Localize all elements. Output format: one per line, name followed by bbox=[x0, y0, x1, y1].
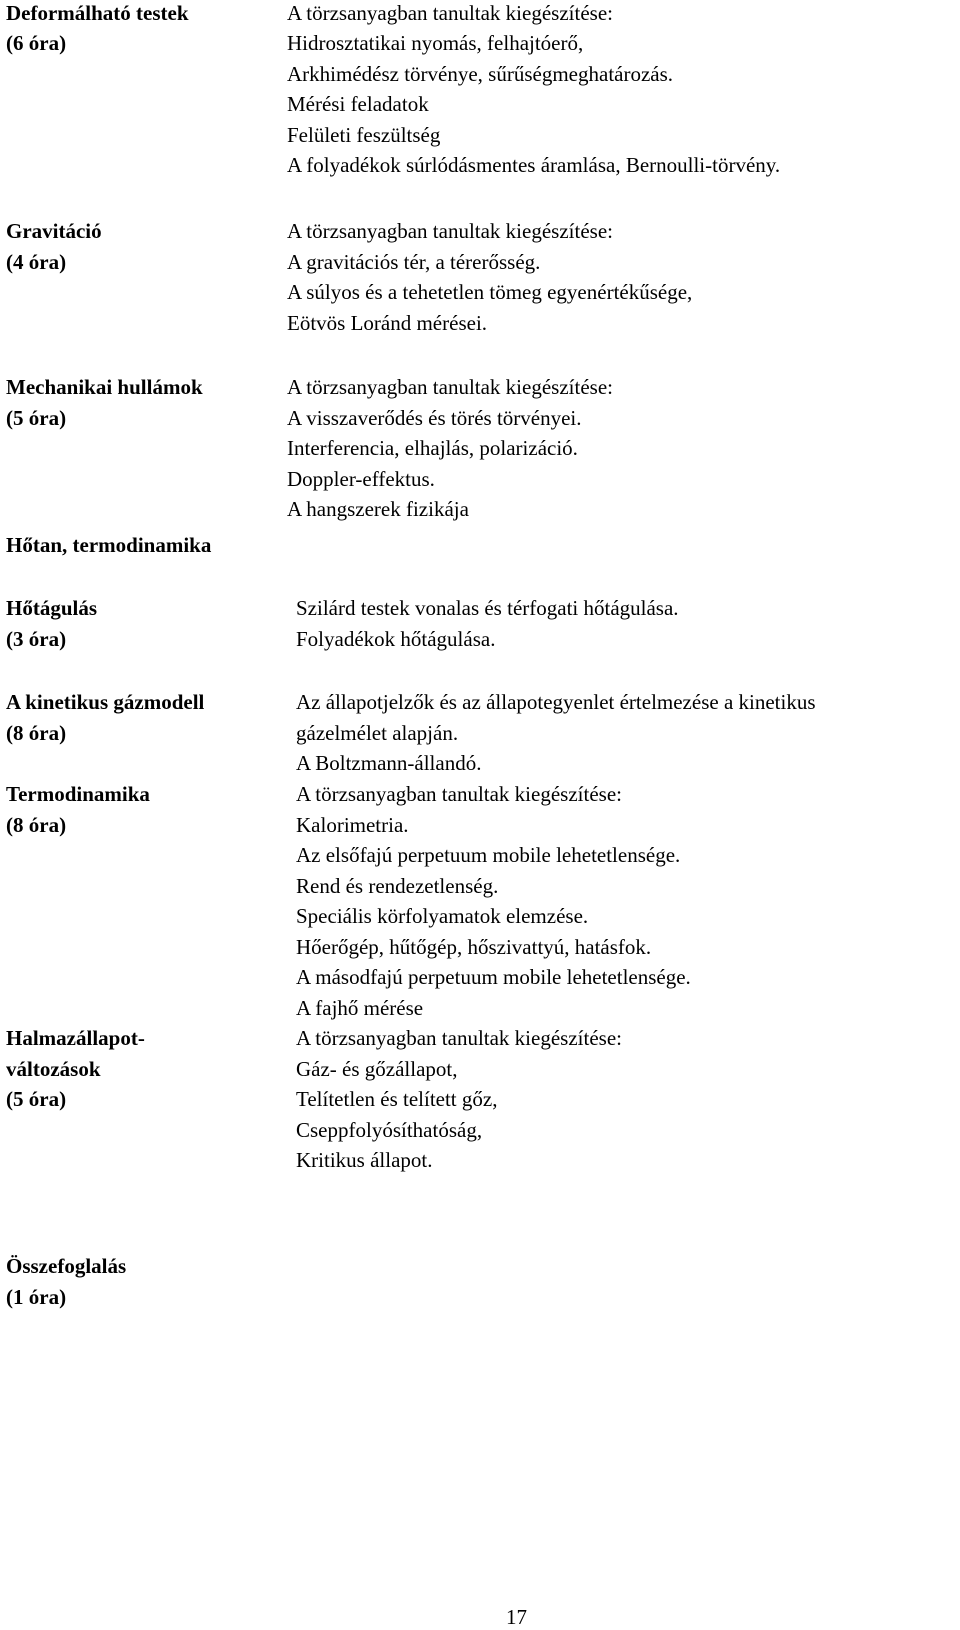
section-hours-termodinamika: (8 óra) bbox=[6, 813, 67, 837]
section-title-gazmodell: A kinetikus gázmodell bbox=[6, 690, 205, 714]
content-line: A másodfajú perpetuum mobile lehetetlensége. bbox=[296, 965, 691, 989]
content-line: A visszaverődés és törés törvényei. bbox=[287, 406, 582, 430]
content-line: Hidrosztatikai nyomás, felhajtóerő, bbox=[287, 31, 584, 55]
content-line: Gáz- és gőzállapot, bbox=[296, 1057, 458, 1081]
content-line: Szilárd testek vonalas és térfogati hőtágulása. bbox=[296, 596, 679, 620]
content-line: A törzsanyagban tanultak kiegészítése: bbox=[287, 219, 613, 243]
section-title-termodinamika: Termodinamika bbox=[6, 782, 150, 806]
section-hours-hullamok: (5 óra) bbox=[6, 406, 67, 430]
section-hours-deformalhato: (6 óra) bbox=[6, 31, 67, 55]
content-line: Arkhimédész törvénye, sűrűségmeghatározás. bbox=[287, 62, 674, 86]
content-line: A Boltzmann-állandó. bbox=[296, 751, 482, 775]
content-line: Hőerőgép, hűtőgép, hőszivattyú, hatásfok. bbox=[296, 935, 652, 959]
content-line: gázelmélet alapján. bbox=[296, 721, 459, 745]
content-line: Interferencia, elhajlás, polarizáció. bbox=[287, 436, 578, 460]
content-line: Az állapotjelzők és az állapotegyenlet értelmezése a kinetikus bbox=[296, 690, 816, 714]
content-line: Az elsőfajú perpetuum mobile lehetetlensége. bbox=[296, 843, 681, 867]
section-hours-halmazallapot: (5 óra) bbox=[6, 1087, 67, 1111]
content-line: A fajhő mérése bbox=[296, 996, 424, 1020]
section-title-halmazallapot: Halmazállapot- bbox=[6, 1026, 145, 1050]
content-line: Telítetlen és telített gőz, bbox=[296, 1087, 498, 1111]
content-line: Cseppfolyósíthatóság, bbox=[296, 1118, 483, 1142]
content-line: A törzsanyagban tanultak kiegészítése: bbox=[287, 1, 613, 25]
section-hours-gazmodell: (8 óra) bbox=[6, 721, 67, 745]
content-line: A törzsanyagban tanultak kiegészítése: bbox=[287, 375, 613, 399]
chapter-heading: Hőtan, termodinamika bbox=[6, 533, 212, 557]
section-title-deformalhato: Deformálható testek bbox=[6, 1, 189, 25]
content-line: A folyadékok súrlódásmentes áramlása, Bernoulli-törvény. bbox=[287, 153, 781, 177]
section-hours-gravitacio: (4 óra) bbox=[6, 250, 67, 274]
content-line: A törzsanyagban tanultak kiegészítése: bbox=[296, 1026, 622, 1050]
content-line: Kritikus állapot. bbox=[296, 1148, 433, 1172]
content-line: Rend és rendezetlenség. bbox=[296, 874, 499, 898]
content-line: Mérési feladatok bbox=[287, 92, 429, 116]
content-line: A gravitációs tér, a térerősség. bbox=[287, 250, 541, 274]
section-title-hullamok: Mechanikai hullámok bbox=[6, 375, 203, 399]
page-number: 17 bbox=[506, 1605, 527, 1629]
content-line: Doppler-effektus. bbox=[287, 467, 435, 491]
content-line: Eötvös Loránd mérései. bbox=[287, 311, 488, 335]
content-line: A hangszerek fizikája bbox=[287, 497, 469, 521]
section-title-gravitacio: Gravitáció bbox=[6, 219, 102, 243]
content-line: Speciális körfolyamatok elemzése. bbox=[296, 904, 589, 928]
content-line: Felületi feszültség bbox=[287, 123, 441, 147]
content-line: A súlyos és a tehetetlen tömeg egyenértékűsége, bbox=[287, 280, 693, 304]
section-title-halmazallapot-cont: változások bbox=[6, 1057, 101, 1081]
section-hours-osszefoglalas: (1 óra) bbox=[6, 1285, 67, 1309]
section-title-osszefoglalas: Összefoglalás bbox=[6, 1254, 127, 1278]
section-hours-hotagulas: (3 óra) bbox=[6, 627, 67, 651]
section-title-hotagulas: Hőtágulás bbox=[6, 596, 98, 620]
content-line: A törzsanyagban tanultak kiegészítése: bbox=[296, 782, 622, 806]
content-line: Folyadékok hőtágulása. bbox=[296, 627, 496, 651]
content-line: Kalorimetria. bbox=[296, 813, 409, 837]
